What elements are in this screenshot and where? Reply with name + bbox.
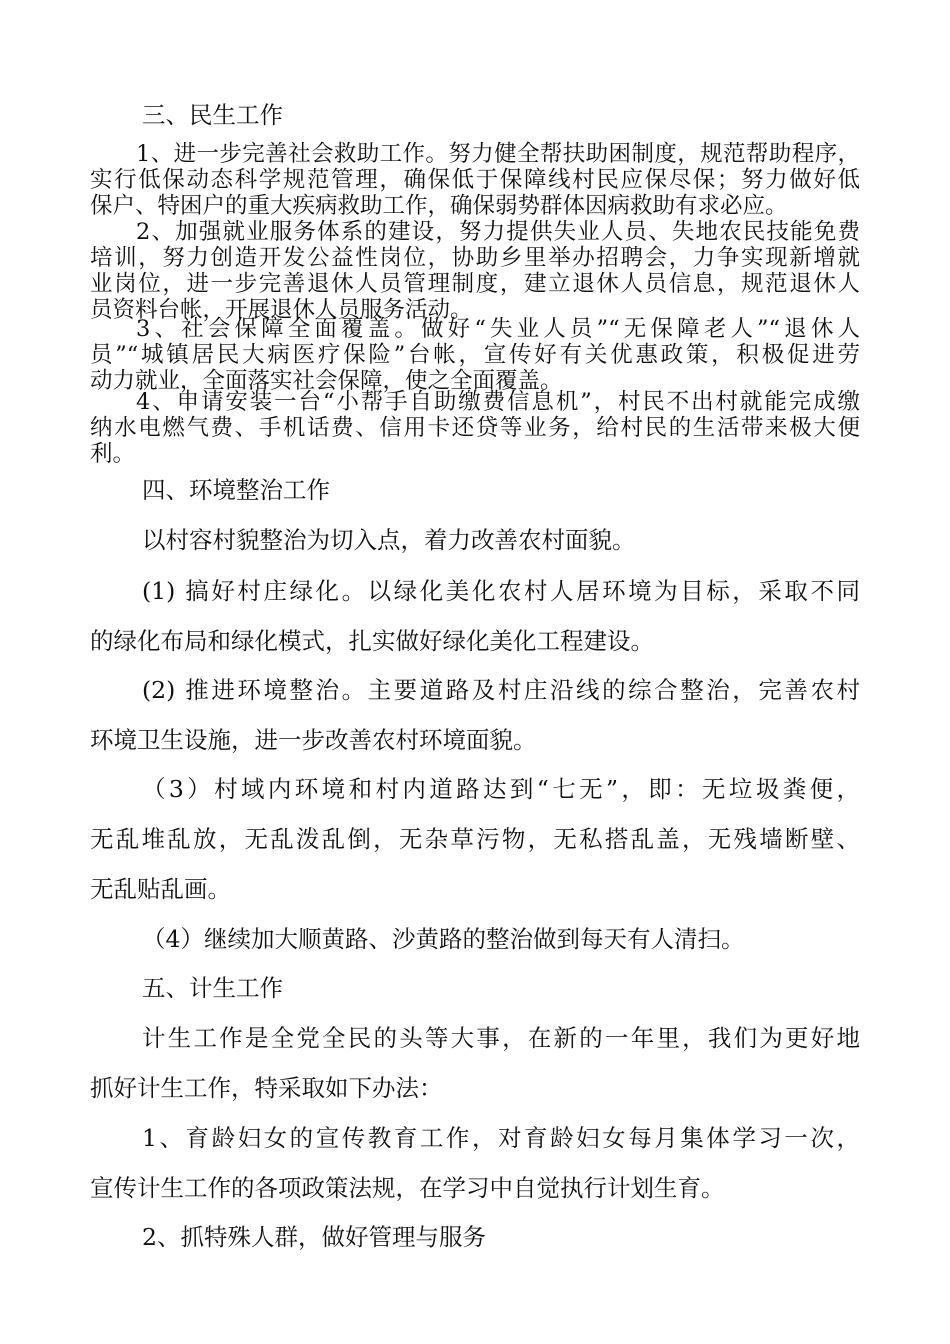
section-heading-family-planning: 五、计生工作 (142, 974, 283, 1002)
paragraph-special-groups: 2、抓特殊人群，做好管理与服务 (142, 1223, 486, 1251)
paragraph-greening: (1) 搞好村庄绿化。以绿化美化农村人居环境为目标，采取不同 的绿化布局和绿化模式，扎实做好绿化美化工程建设。 (90, 577, 860, 655)
paragraph-payment-machine: 4、申请安装一台“小帮手自助缴费信息机”，村民不出村就能完成缴 纳水电燃气费、手机话费、信用卡还贷等业务，给村民的生活带来极大便 利。 (90, 389, 860, 467)
paragraph-employment: 2、加强就业服务体系的建设，努力提供失业人员、失地农民技能免费 培训，努力创造开发公益性岗位，协助乡里举办招聘会，力争实现新增就 业岗位，进一步完善退休人员管理制度，建立退休人员信息，规范退休人 员资料台帐，开展退休人员服务活动。 (90, 219, 860, 323)
paragraph-social-assistance: 1、进一步完善社会救助工作。努力健全帮扶助困制度，规范帮助程序， 实行低保动态科学规范管理，确保低于保障线村民应保尽保；努力做好低 保户、特困户的重大疾病救助工作，确保弱势群体因病救助有求必应。 (90, 141, 860, 219)
section-heading-environment: 四、环境整治工作 (142, 476, 330, 504)
paragraph-seven-nos: （3）村域内环境和村内道路达到“七无”，即：无垃圾粪便， 无乱堆乱放，无乱泼乱倒，无杂草污物，无私搭乱盖，无残墙断壁、 无乱贴乱画。 (90, 775, 860, 903)
paragraph-education: 1、育龄妇女的宣传教育工作，对育龄妇女每月集体学习一次， 宣传计生工作的各项政策法规，在学习中自觉执行计划生育。 (90, 1124, 860, 1202)
section-heading-minsheng: 三、民生工作 (142, 101, 283, 129)
paragraph-social-security: 3、社会保障全面覆盖。做好“失业人员”“无保障老人”“退休人 员”“城镇居民大病医疗保险”台帐，宣传好有关优惠政策，积极促进劳 动力就业，全面落实社会保障，使之全面覆盖。 (90, 316, 860, 394)
paragraph-environment-intro: 以村容村貌整治为切入点，着力改善农村面貌。 (142, 526, 636, 554)
paragraph-road-cleaning: （4）继续加大顺黄路、沙黄路的整治做到每天有人清扫。 (142, 925, 745, 953)
paragraph-environment-rectification: (2) 推进环境整治。主要道路及村庄沿线的综合整治，完善农村 环境卫生设施，进一步改善农村环境面貌。 (90, 676, 860, 754)
paragraph-family-planning-intro: 计生工作是全党全民的头等大事，在新的一年里，我们为更好地 抓好计生工作，特采取如下办法： (90, 1024, 860, 1102)
